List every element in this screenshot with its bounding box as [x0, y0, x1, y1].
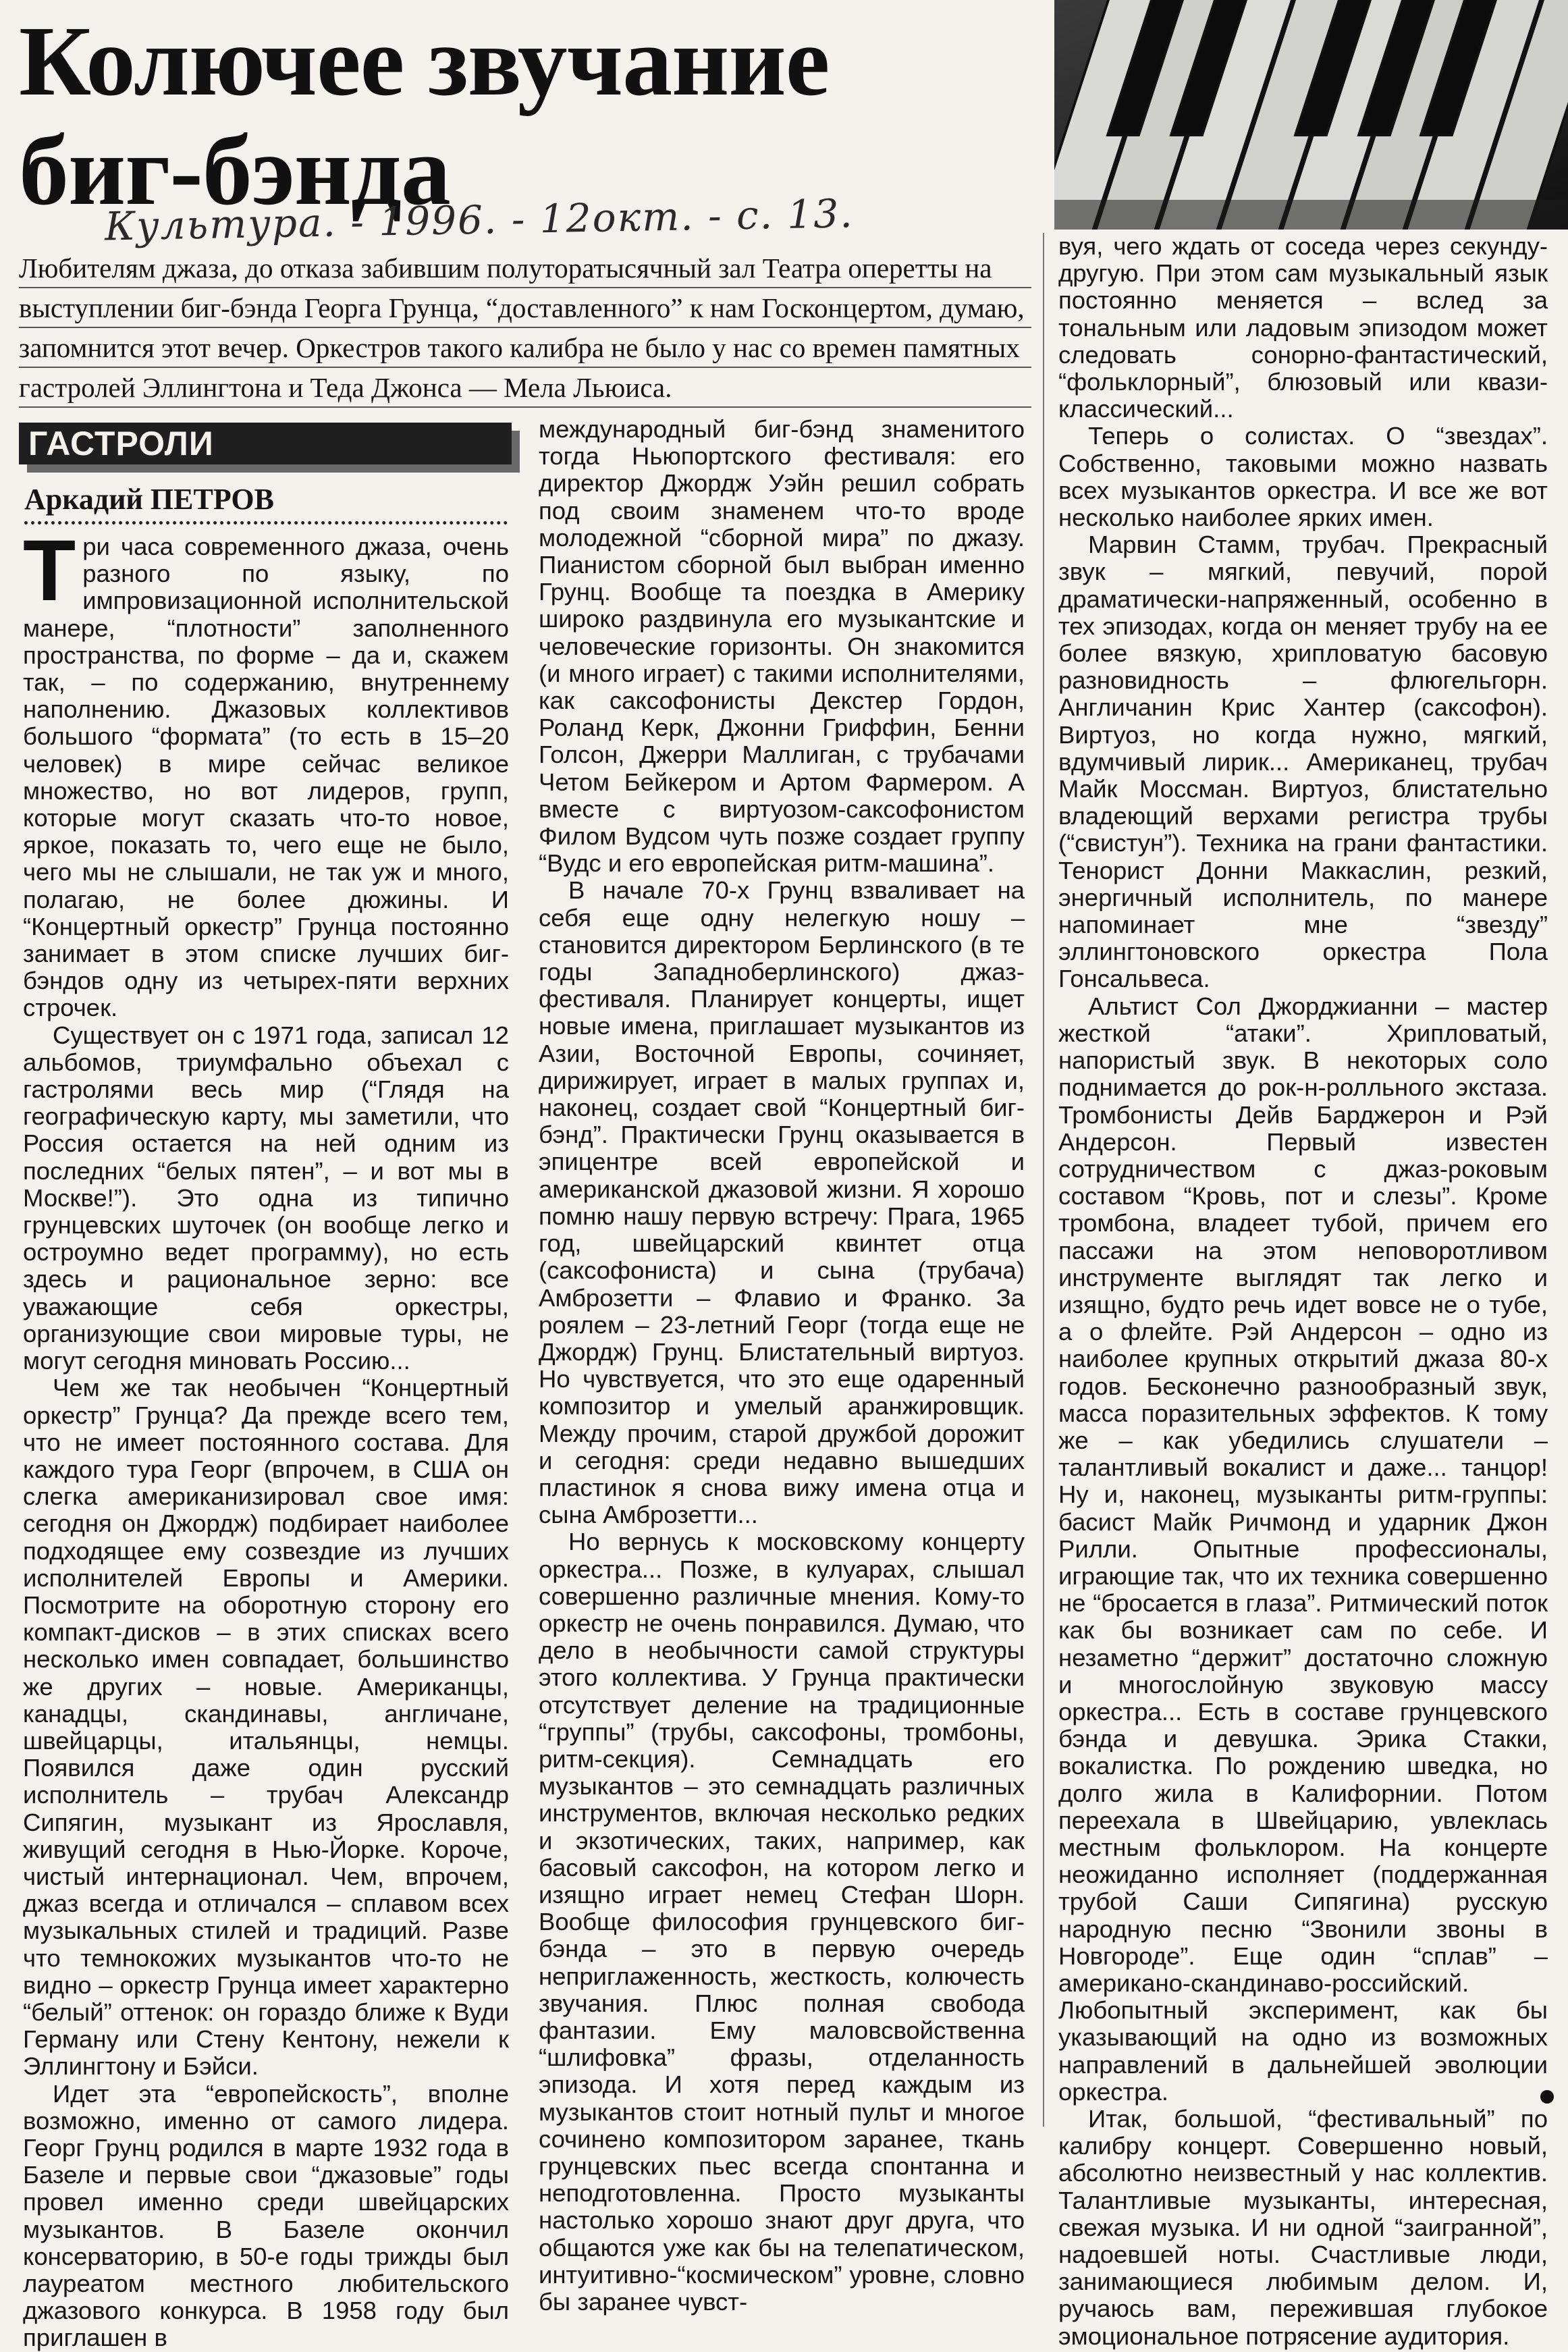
- handwritten-citation: Культура. - 1996. - 12окт. - с. 13.: [104, 190, 855, 250]
- byline-dotted-rule: [24, 521, 508, 525]
- headline-line-1: Колючее звучание: [19, 6, 830, 117]
- paragraph: Альтист Сол Джорджианни – мастер жесткой “атаки”. Хрипловатый, напористый звук. В некоторых соло поднимается до рок-н-ролльного экстаза. Тромбонисты Дейв Барджерон и Рэй Андерсон. Первый известен сотрудничеством с джаз-роковым составом “Кровь, пот и слезы”. Кроме тромбона, владеет тубой, причем его пассажи на этом неповоротливом инструменте выглядят так легко и изящно, будто речь идет вовсе не о тубе, а о флейте. Рэй Андерсон – одно из наиболее крупных открытий джаза 80-х годов. Бесконечно разнообразный звук, масса поразительных эффектов. К тому же – как убедились слушатели – талантливый вокалист и даже... танцор! Ну и, наконец, музыканты ритм-группы: басист Майк Ричмонд и ударник Джон Рилли. Опытные профессионалы, играющие так, что их техника совершенно не “бросается в глаза”. Ритмический поток как бы возникает сам по себе. И незаметно “держит” достаточно сложную и многослойную звуковую массу оркестра... Есть в составе грунцевского бэнда и девушка. Эрика Стакки, вокалистка. По рождению шведка, но долго жила в Калифорнии. Потом переехала в Швейцарию, увлеклась местным фольклором. На концерте неожиданно исполняет (поддержанная трубой Саши Сипягина) русскую народную песню “Звонили звоны в Новгороде”. Еще один “сплав” – американо-скандинаво-российский. Любопытный эксперимент, как бы указывающий на одно из возможных направлений в дальнейшей эволюции оркестра.: [1058, 992, 1548, 2106]
- article-column-1: [23, 523, 509, 2352]
- drop-cap: Т: [23, 523, 76, 619]
- article-column-2: [539, 416, 1025, 2316]
- paragraph: В начале 70-х Грунц взваливает на себя еще одну нелегкую ношу – становится директором Берлинского (в те годы Западноберлинского) джаз-фестиваля. Планирует концерты, ищет новые имена, приглашает музыкантов из Азии, Восточной Европы, сочиняет, дирижирует, играет в малых группах и, наконец, создает свой “Концертный биг-бэнд”. Практически Грунц оказывается в эпицентре всей европейской и американской джазовой жизни. Я хорошо помню нашу первую встречу: Прага, 1965 год, швейцарский квинтет отца (саксофониста) и сына (трубача) Амброзетти – Флавио и Франко. За роялем – 23-летний Георг (тогда еще не Джордж) Грунц. Блистательный виртуоз. Но чувствуется, что это еще одаренный композитор и умелый аранжировщик. Между прочим, старой дружбой дорожит и сегодня: среди недавно вышедших пластинок я снова вижу имена отца и сына Амброзетти...: [539, 876, 1025, 1529]
- column-divider-right: [1043, 233, 1044, 2127]
- paragraph: Идет эта “европейскость”, вполне возможно, именно от самого лидера. Георг Грунц родился в марте 1932 года в Базеле и первые свои “джазовые” годы провел именно среди швейцарских музыкантов. В Базеле окончил консерваторию, в 50-е годы трижды был лауреатом местного любительского джазового конкурса. В 1958 году был приглашен в: [23, 2079, 509, 2352]
- paragraph: Чем же так необычен “Концертный оркестр” Грунца? Да прежде всего тем, что не имеет постоянного состава. Для каждого тура Георг (впрочем, в США он слегка американизировал свое имя: сегодня он Джордж) подбирает наиболее подходящее ему созвездие из лучших исполнителей Европы и Америки. Посмотрите на оборотную сторону его компакт-дисков – в этих списках всего несколько имен совпадает, большинство же других – новые. Американцы, канадцы, скандинавы, англичане, швейцарцы, итальянцы, немцы. Появился даже один русский исполнитель – трубач Александр Сипягин, музыкант из Ярославля, живущий сегодня в Нью-Йорке. Короче, чистый интернационал. Чем, впрочем, джаз всегда и отличался – сплавом всех музыкальных стилей и традиций. Разве что темнокожих музыкантов что-то не видно – оркестр Грунца имеет характерно “белый” оттенок: он гораздо ближе к Вуди Герману или Стену Кентону, нежели к Эллингтону и Бэйси.: [23, 1374, 509, 2081]
- piano-keys-photo: [1054, 0, 1568, 230]
- paragraph: Но вернусь к московскому концерту оркестра... Позже, в кулуарах, слышал совершенно различные мнения. Кому-то оркестр не очень понравился. Думаю, что дело в необычности самой структуры этого коллектива. У Грунца практически отсутствует деление на традиционные “группы” (трубы, саксофоны, тромбоны, ритм-секция). Семнадцать его музыкантов – это семнадцать различных инструментов, включая несколько редких и экзотических, таких, например, как басовый саксофон, на котором легко и изящно играет немец Стефан Шорн. Вообще философия грунцевского биг-бэнда – это в первую очередь неприглаженность, жесткость, колючесть звучания. Плюс полная свобода фантазии. Ему маловсвойственна “шлифовка” фразы, отделанность эпизода. И хотя перед каждым из музыкантов стоит нотный пульт и многое сочинено композитором заранее, ткань грунцевских пьес всегда спонтанна и неподготовленна. Просто музыканты настолько хорошо знают друг друга, что общаются уже как бы на телепатическом, интуитивно-“космическом” уровне, словно бы заранее чувст-: [539, 1528, 1025, 2316]
- author-byline: Аркадий ПЕТРОВ: [24, 483, 275, 516]
- end-of-article-mark: [1540, 2090, 1554, 2104]
- lead-paragraph: Любителям джаза, до отказа забившим полуторатысячный зал Театра оперетты на выступлении биг-бэнда Георга Грунца, “доставленного” к нам Госконцертом, думаю, запомнится этот вечер. Оркестров такого калибра не было у нас со времен памятных гастролей Эллингтона и Теда Джонса — Мела Льюиса.: [19, 252, 1025, 403]
- paragraph-text: ри часа современного джаза, очень разного по языку, по импровизационной исполнительской манере, “плотности” заполненного пространства, по форме – да и, скажем так, – по содержанию, внутреннему наполнению. Джазовых коллективов большого “формата” (то есть в 15–20 человек) в мире сейчас великое множество, но вот лидеров, групп, которые могут сказать что-то новое, яркое, показать то, чего еще не было, чего мы не слышали, не так уж и много, полагаю, не более дюжины. И “Концертный оркестр” Грунца постоянно занимает в этом списке лучших биг-бэндов одну из четырех-пяти верхних строчек.: [23, 533, 509, 1022]
- paragraph: вуя, чего ждать от соседа через секунду-другую. При этом сам музыкальный язык постоянно меняется – вслед за тональным или ладовым эпизодом может следовать сонорно-фантастический, “фольклорный”, блюзовый или квази-классический...: [1058, 232, 1548, 423]
- paragraph: Теперь о солистах. О “звездах”. Собственно, таковыми можно назвать всех музыкантов оркестра. И все же вот несколько наиболее ярких имен.: [1058, 422, 1548, 532]
- rubric-label: ГАСТРОЛИ: [19, 423, 512, 464]
- headline-line-2: биг-бэнда: [19, 115, 450, 226]
- paragraph: Итак, большой, “фестивальный” по калибру концерт. Совершенно новый, абсолютно неизвестный у нас коллектив. Талантливые музыканты, интересная, свежая музыка. И ни одной “заигранной”, надоевшей ноты. Счастливые люди, занимающиеся любимым делом. И, ручаюсь вам, пережившая глубокое эмоциональное потрясение аудитория.: [1058, 2105, 1548, 2350]
- paragraph: международный биг-бэнд знаменитого тогда Ньюпортского фестиваля: его директор Джордж Уэйн решил собрать под своим знаменем что-то вроде молодежной “сборной мира” по джазу. Пианистом сборной был выбран именно Грунц. Вообще та поездка в Америку широко раздвинула его музыкантские и человеческие горизонты. Он знакомится (и много играет) с такими исполнителями, как саксофонисты Декстер Гордон, Роланд Керк, Джонни Гриффин, Бенни Голсон, Джерри Маллиган, с трубачами Четом Бейкером и Артом Фармером. А вместе с виртуозом-саксофонистом Филом Вудсом чуть позже создает группу “Вудс и его европейская ритм-машина”.: [539, 415, 1025, 878]
- piano-keys-illustration: [1054, 0, 1568, 230]
- paragraph: [23, 523, 509, 1022]
- paragraph: Существует он с 1971 года, записал 12 альбомов, триумфально объехал с гастролями весь мир (“Глядя на географическую карту, мы заметили, что Россия остается на ней одним из последних “белых пятен”, – и вот мы в Москве!”). Это одна из типично грунцевских шуточек (он вообще легко и остроумно ведет программу), но есть здесь и рациональное зерно: все уважающие себя оркестры, организующие свои мировые туры, не могут сегодня миновать Россию...: [23, 1021, 509, 1375]
- paragraph: Марвин Стамм, трубач. Прекрасный звук – мягкий, певучий, порой драматически-напряженный, особенно в тех эпизодах, когда он меняет трубу на ее более вязкую, хрипловатую басовую разновидность – флюгельгорн. Англичанин Крис Хантер (саксофон). Виртуоз, но когда нужно, мягкий, вдумчивый лирик... Американец, трубач Майк Моссман. Виртуоз, блистательно владеющий верхами регистра трубы (“свистун”). Техника на грани фантастики. Тенорист Донни Маккаслин, резкий, энергичный исполнитель, по манере напоминает мне “звезду” эллингтоновского оркестра Пола Гонсальвеса.: [1058, 531, 1548, 993]
- article-column-3: [1058, 233, 1548, 2350]
